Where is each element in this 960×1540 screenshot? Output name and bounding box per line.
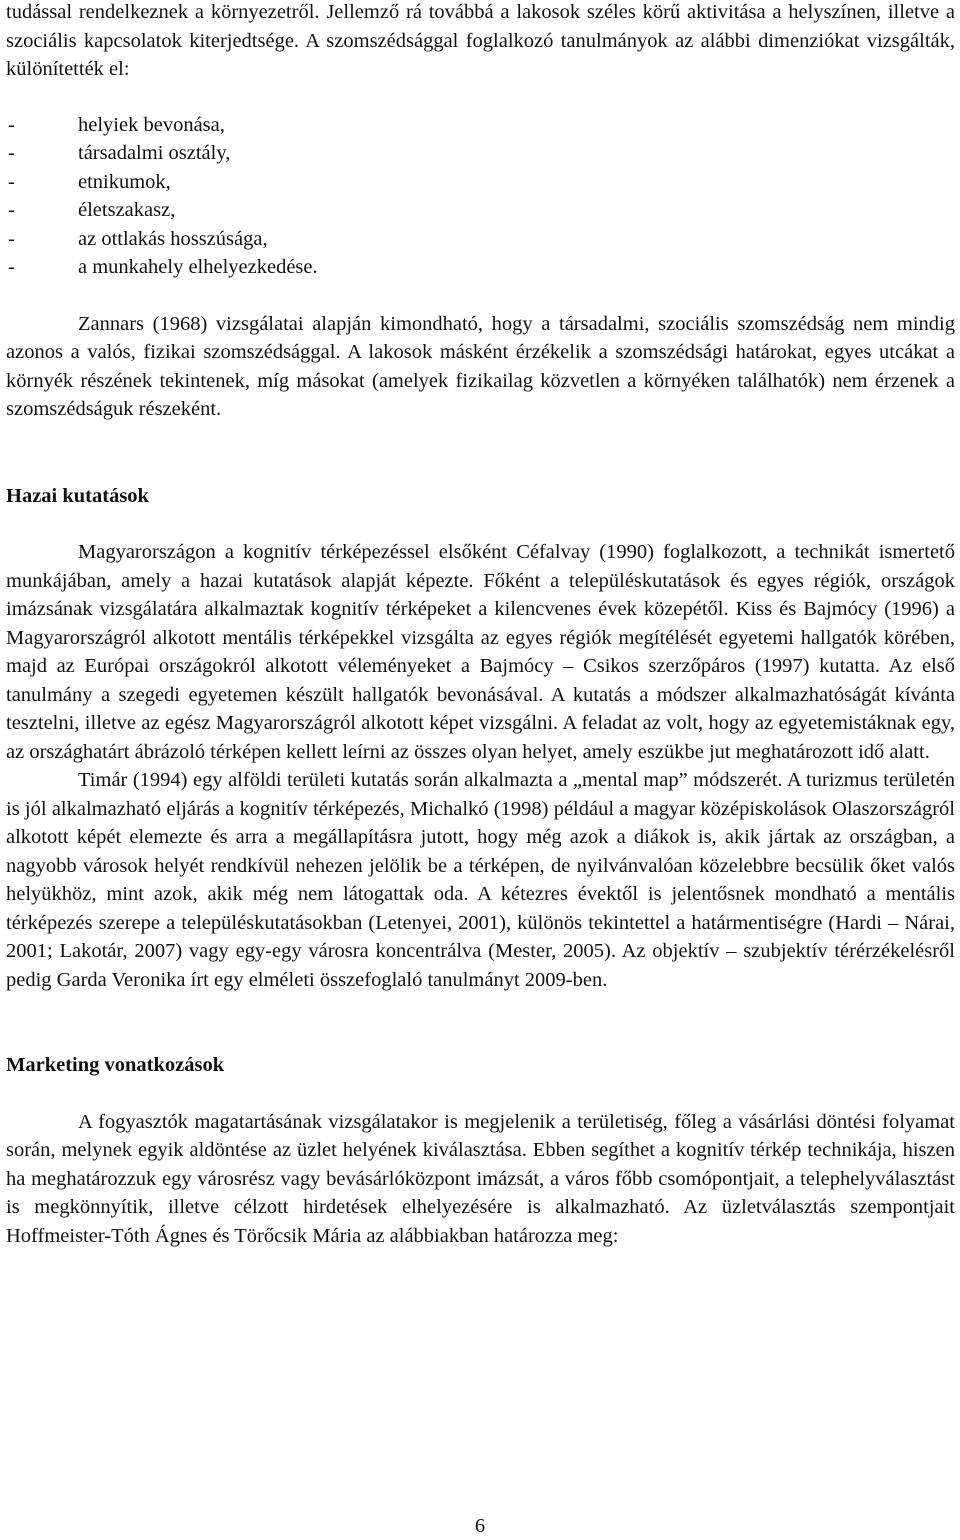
dash-bullet: - xyxy=(8,142,15,164)
spacer xyxy=(6,282,955,310)
list-item-text: társadalmi osztály, xyxy=(78,142,231,164)
page-number: 6 xyxy=(474,1515,486,1537)
section-heading-hazai: Hazai kutatások xyxy=(6,484,149,507)
spacer xyxy=(6,510,955,538)
spacer xyxy=(6,84,955,111)
hazai-paragraph-2: Timár (1994) egy alföldi területi kutatás során alkalmazta a „mental map” módszerét. A turizmus területén is jól alkalmazható eljárás a kognitív térképezés, Michalkó (1998) például a magyar középiskolások Olaszországról alkotott képét elemezte és arra a megállapításra jutott, hogy még azok a diákok is, akik jártak az országban, a nagyobb városok helyét rendkívül nehezen jelölik be a térképen, de nyilvánvalóan közelebbre becsülik őket valós helyükhöz, mint azok, akik még nem látogattak oda. A kétezres évektől is jelentősnek mondható a mentális térképezés szerepe a településkutatásokban (Letenyei, 2001), különös tekintettel a határmentiségre (Hardi – Nárai, 2001; Lakotár, 2007) vagy egy-egy városra koncentrálva (Mester, 2005). Az objektív – szubjektív térérzékelésről pedig Garda Veronika írt egy elméleti összefoglaló tanulmányt 2009-ben. xyxy=(6,769,955,991)
spacer xyxy=(6,1080,955,1108)
list-item xyxy=(6,225,955,254)
zannars-paragraph: Zannars (1968) vizsgálatai alapján kimondható, hogy a társadalmi, szociális szomszédság nem mindig azonos a valós, fizikai szomszédsággal. A lakosok másként érzékelik a szomszédsági határokat, egyes utcákat a környék részének tekintenek, míg másokat (amelyek fizikailag közvetlen a környéken találhatók) nem érzenek a szomszédságuk részeként. xyxy=(6,312,955,420)
list-item xyxy=(6,111,955,140)
document-page xyxy=(6,0,955,1250)
list-item xyxy=(6,139,955,168)
spacer xyxy=(6,424,955,482)
dimensions-list xyxy=(6,111,955,282)
list-item-text: etnikumok, xyxy=(78,170,171,193)
list-item xyxy=(6,196,955,225)
dash-bullet: - xyxy=(8,256,15,278)
list-item-text: életszakasz, xyxy=(78,199,176,221)
list-item-text: a munkahely elhelyezkedése. xyxy=(78,256,318,278)
list-item xyxy=(6,253,955,282)
dash-bullet: - xyxy=(8,113,15,136)
dash-bullet: - xyxy=(8,199,15,221)
list-item xyxy=(6,168,955,197)
list-item-text: az ottlakás hosszúsága, xyxy=(78,227,268,250)
list-item-text: helyiek bevonása, xyxy=(78,113,225,136)
marketing-paragraph: A fogyasztók magatartásának vizsgálatakor is megjelenik a területiség, főleg a vásárlási döntési folyamat során, melynek egyik aldöntése az üzlet helyének kiválasztása. Ebben segíthet a kognitív térkép technikája, hiszen ha meghatározzuk egy városrész vagy bevásárlóközpont imázsát, a város főbb csomópontjait, a telephelyválasztást is megkönnyítik, illetve célzott hirdetések elhelyezésére is alkalmazható. Az üzletválasztás szempontjait Hoffmeister-Tóth Ágnes és Törőcsik Mária az alábbiakban határozza meg: xyxy=(6,1110,955,1247)
hazai-paragraph-1: Magyarországon a kognitív térképezéssel elsőként Céfalvay (1990) foglalkozott, a technikát ismertető munkájában, amely a hazai kutatások alapját képezte. Főként a településkutatások és egyes régiók, országok imázsának vizsgálatára alkalmaztak kognitív térképeket a kilencvenes évek közepétől. Kiss és Bajmócy (1996) a Magyarországról alkotott mentális térképekkel vizsgálta az egyes régiók megítélését egyetemi hallgatók körében, majd az Európai országokról alkotott véleményeket a Bajmócy – Csikos szerzőpáros (1997) kutatta. Az első tanulmány a szegedi egyetemen készült hallgatók bevonásával. A kutatás a módszer alkalmazhatóságát kívánta tesztelni, illetve az egész Magyarországról alkotott képet vizsgálni. A feladat az volt, hogy az egyetemistáknak egy, az országhatárt ábrázoló térképen kellett leírni az összes olyan helyet, amely eszükbe jut meghatározott idő alatt. xyxy=(6,541,955,763)
spacer xyxy=(6,994,955,1051)
intro-paragraph: tudással rendelkeznek a környezetről. Jellemző rá továbbá a lakosok széles körű aktivitása a helyszínen, illetve a szociális kapcsolatok kiterjedtsége. A szomszédsággal foglalkozó tanulmányok az alábbi dimenziókat vizsgálták, különítették el: xyxy=(6,1,955,80)
dash-bullet: - xyxy=(8,170,15,193)
dash-bullet: - xyxy=(8,227,15,250)
section-heading-marketing: Marketing vonatkozások xyxy=(6,1054,225,1076)
